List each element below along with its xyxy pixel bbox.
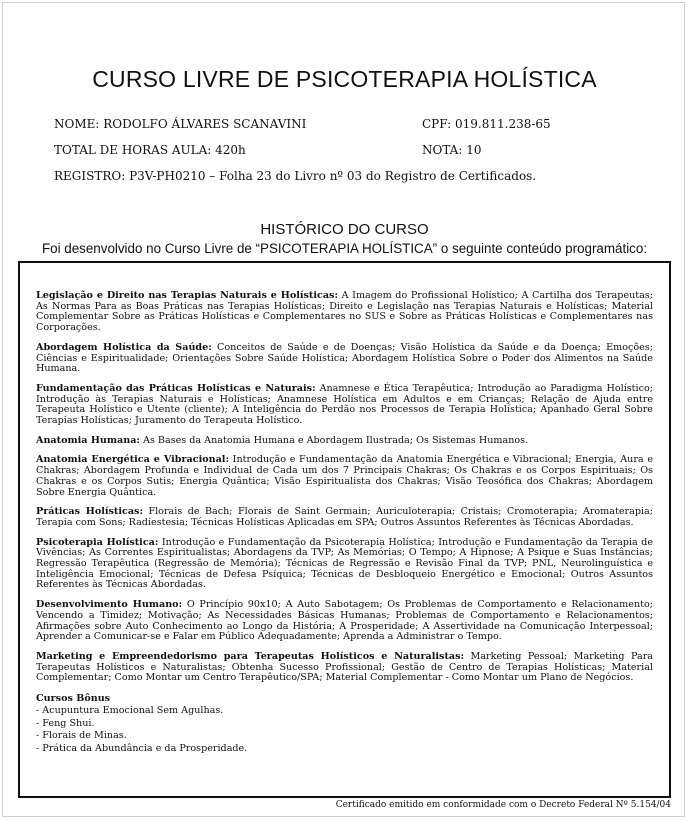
syllabus-section — [36, 600, 653, 643]
section-heading: Anatomia Energética e Vibracional: — [36, 454, 229, 466]
history-intro: Foi desenvolvido no Curso Livre de “PSICOTERAPIA HOLÍSTICA” o seguinte conteúdo programático: — [41, 241, 648, 256]
grade: NOTA: 10 — [422, 143, 482, 157]
syllabus-section — [36, 436, 653, 447]
section-heading: Marketing e Empreendedorismo para Terapeutas Holísticos e Naturalistas: — [36, 650, 465, 662]
section-text: As Bases da Anatomia Humana e Abordagem Ilustrada; Os Sistemas Humanos. — [139, 434, 529, 446]
bonus-item: - Acupuntura Emocional Sem Agulhas. — [36, 705, 224, 717]
syllabus-section — [36, 384, 653, 427]
history-title: HISTÓRICO DO CURSO — [260, 221, 429, 238]
bonus-list — [36, 705, 653, 755]
bonus-item: - Florais de Minas. — [36, 730, 127, 742]
section-heading: Desenvolvimento Humano: — [36, 599, 183, 611]
section-text: Florais de Bach; Florais de Saint Germain; Auriculoterapia; Cristais; Cromoterapia; Aromaterapia; Terapia com Sons; Radiestesia; Técnicas Holísticas Aplicadas em SPA; Outros Assuntos Referentes às Técnicas Abordadas. — [36, 506, 653, 528]
section-heading: Anatomia Humana: — [36, 434, 140, 446]
total-hours: TOTAL DE HORAS AULA: 420h — [54, 143, 246, 157]
syllabus-section — [36, 538, 653, 592]
section-text: Conceitos de Saúde e de Doenças; Visão Holística da Saúde e da Doença; Emoções; Ciências e Espiritualidade; Orientações Sobre Saúde Holística; Abordagem Holística Sobre o Poder dos Alimentos na Saúde Humana. — [36, 341, 653, 375]
bonus-item: - Prática da Abundância e da Prosperidade. — [36, 742, 248, 754]
syllabus-section — [36, 507, 653, 528]
syllabus-box — [18, 261, 671, 798]
section-text: Anamnese e Ética Terapêutica; Introdução ao Paradigma Holístico; Introdução às Terapias Naturais e Holísticas; Anamnese Holística em Adultos e em Crianças; Relação de Ajuda entre Terapeuta Holístico e Utente (cliente); A Inteligência do Perdão nos Processos de Terapia Holística; Apanhado Geral Sobre Terapias Holísticas; Juramento do Terapeuta Holístico. — [36, 382, 653, 427]
section-heading: Legislação e Direito nas Terapias Naturais e Holísticas: — [36, 290, 338, 301]
section-heading: Práticas Holísticas: — [36, 506, 143, 518]
bonus-item: - Feng Shui. — [36, 717, 95, 729]
syllabus-section — [36, 455, 653, 498]
page-title: CURSO LIVRE DE PSICOTERAPIA HOLÍSTICA — [92, 66, 597, 92]
syllabus-section — [36, 343, 653, 375]
registry: REGISTRO: P3V-PH0210 – Folha 23 do Livro nº 03 do Registro de Certificados. — [54, 169, 537, 183]
section-heading: Fundamentação das Práticas Holísticas e Naturais: — [36, 382, 316, 394]
section-text: O Princípio 90x10; A Auto Sabotagem; Os Problemas de Comportamento e Relacionamento; Vencendo a Timidez; Motivação; As Necessidades Básicas Humanas; Problemas de Comportamento e Relacionamentos; Afirmações sobre Auto Conhecimento ao Longo da História; A Prosperidade; A Assertividade na Comunicação Interpessoal; Aprender a Comunicar-se e Falar em Público Adequadamente; Aprenda a Administrar o Tempo. — [36, 599, 654, 643]
section-text: Introdução e Fundamentação da Psicoterapia Holística; Introdução e Fundamentação da Terapia de Vivências; As Correntes Espiritualistas; Abordagens da TVP; As Memórias; O Tempo; A Hipnose; A Psique e Suas Instâncias; Regressão Terapêutica (Regressão de Memória); Técnicas de Regressão e Revisão Final da TVP; PNL, Neurolinguística e Inteligência Emocional; Técnicas de Defesa Psíquica; Técnicas de Desbloqueio Energético e Emocional; Outros Assuntos Referentes às Técnicas Abordadas. — [36, 536, 653, 591]
syllabus-section — [36, 291, 653, 334]
section-text: A Imagem do Profissional Holístico; A Cartilha dos Terapeutas; As Normas Para as Boas Práticas nas Terapias Holísticas; Direito e Legislação nas Terapias Naturais e Holísticas; Material Complementar Sobre as Práticas Holísticas e Complementares no SUS e Sobre as Práticas Holísticas e Complementares nas Corporações. — [36, 290, 653, 334]
student-cpf: CPF: 019.811.238-65 — [422, 117, 551, 131]
student-name: NOME: RODOLFO ÁLVARES SCANAVINI — [54, 117, 307, 131]
bonus-title: Cursos Bônus — [36, 693, 111, 705]
section-text: Introdução e Fundamentação da Anatomia Energética e Vibracional; Energia, Aura e Chakras; Abordagem Profunda e Individual de Cada um dos 7 Principais Chakras; Os Chakras e os Corpos Espirituais; Os Chakras e os Corpos Sutis; Energia Quântica; Visão Espiritualista dos Chakras; Visão Teosófica dos Chakras; Abordagem Sobre Energia Quântica. — [36, 454, 653, 498]
section-heading: Abordagem Holística da Saúde: — [36, 341, 212, 353]
footer-note: Certificado emitido em conformidade com o Decreto Federal Nº 5.154/04 — [335, 800, 671, 810]
section-heading: Psicoterapia Holística: — [36, 536, 159, 548]
section-text: Marketing Pessoal; Marketing Para Terapeutas Holísticos e Naturalistas; Obtenha Sucesso Profissional; Gestão de Centro de Terapias Holísticas; Material Complementar; Como Montar um Centro Terapêutico/SPA; Material Complementar - Como Montar um Plano de Negócios. — [36, 650, 653, 684]
syllabus-section — [36, 652, 653, 684]
